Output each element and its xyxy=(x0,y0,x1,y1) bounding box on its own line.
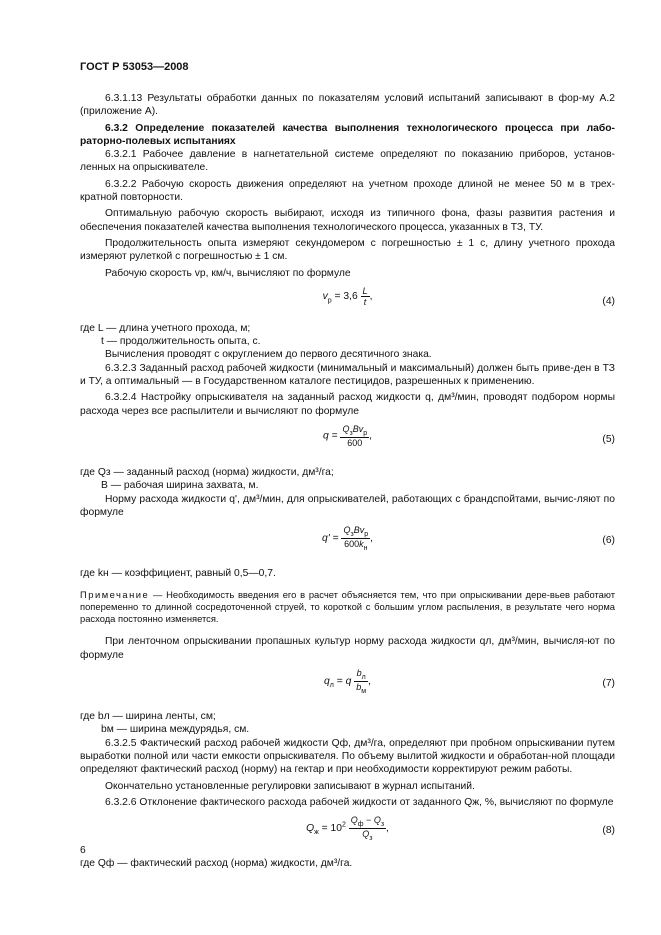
where-B: B — рабочая ширина захвата, м. xyxy=(101,480,259,492)
where-bl: где bл — ширина ленты, см; xyxy=(80,711,216,723)
para-duration: Продолжительность опыта измеряют секундомером с погрешностью ± 1 с, длину учетного прохода измеряют рулеткой с погрешностью ± 1 см. xyxy=(80,237,615,263)
formula-6-expression: q' = $\frac{Q_зBv_р}{600k_н}$ , xyxy=(322,525,373,552)
formula-4-expression: $v_р = 3,6$ $\frac{L}{t}$ , xyxy=(322,285,373,307)
where-bm: bм — ширина междурядья, см. xyxy=(101,724,250,736)
note-label: Примечание xyxy=(80,589,150,601)
section-heading-6-3-2: 6.3.2 Определение показателей качества выполнения технологического процесса при лабо-раторно-полевых испытаниях xyxy=(80,122,615,147)
equation-number-4: (4) xyxy=(602,295,615,307)
para-rounding: Вычисления проводят с округлением до первого десятичного знака. xyxy=(105,349,432,361)
formula-8-expression: $Q_ж = 10^2$ $\frac{Q_ф - Q_з}{Q_з}$ , xyxy=(306,815,389,842)
equation-number-6: (6) xyxy=(602,535,615,547)
para-optimal-speed: Оптимальную рабочую скорость выбирают, исходя из типичного фона, фазы развития растения и обеспечения показателей качества выполнения технологического процесса, указанных в ТЗ, ТУ. xyxy=(80,208,615,233)
formula-6 xyxy=(80,525,615,561)
para-6-3-2-2: 6.3.2.2 Рабочую скорость движения определяют на учетном проходе длиной не менее 50 м в трех-кратной повторности. xyxy=(80,178,615,204)
where-t: t — продолжительность опыта, с. xyxy=(101,336,261,348)
para-6-3-1-13: 6.3.1.13 Результаты обработки данных по показателям условий испытаний записывают в фор-му А.2 (приложение А). xyxy=(80,93,615,118)
where-Qz: где Qз — заданный расход (норма) жидкости, дм³/га; xyxy=(80,466,334,478)
formula-4 xyxy=(80,286,615,316)
para-6-3-2-3: 6.3.2.3 Заданный расход рабочей жидкости (минимальный и максимальный) должен быть приве-ден в ТЗ и ТУ, а оптимальный — в Государственном каталоге пестицидов, разрешенных к применению. xyxy=(80,362,615,388)
para-6-3-2-4: 6.3.2.4 Настройку опрыскивателя на заданный расход жидкости q, дм³/мин, проводят подбором нормы расхода через все распылители и вычисляют по формуле xyxy=(80,392,615,417)
equation-number-5: (5) xyxy=(602,433,615,445)
where-kn: где kн — коэффициент, равный 0,5—0,7. xyxy=(80,568,276,580)
equation-number-8: (8) xyxy=(602,825,615,837)
body-text xyxy=(80,92,615,870)
formula-5 xyxy=(80,424,615,460)
para-6-3-2-5: 6.3.2.5 Фактический расход рабочей жидкости Qф, дм³/га, определяют при пробном опрыскивании путем выработки полной или части емкости опрыскивателя. По объему вылитой жидкости и обработан-ной площади определяют фактический расход (норму) на гектар и при необходимости корректируют режим работы. xyxy=(80,737,615,776)
para-6-3-2-6: 6.3.2.6 Отклонение фактического расхода рабочей жидкости от заданного Qж, %, вычисляют по формуле xyxy=(105,796,614,808)
para-6-3-2-1: 6.3.2.1 Рабочее давление в нагнетательной системе определяют по показанию приборов, установ-ленных на опрыскивателе. xyxy=(80,149,615,174)
where-L: где L — длина учетного прохода, м; xyxy=(80,322,251,334)
standard-header: ГОСТ Р 53053—2008 xyxy=(80,61,189,73)
note-text: — Необходимость введения его в расчет объясняется тем, что при опрыскивании дере-вьев работают попеременно то длинной сосредоточенной струей, то короткой с большим углом распыления, в результате чего норма расхода постоянно изменяется. xyxy=(80,589,615,625)
equation-number-7: (7) xyxy=(602,678,615,690)
para-band-spraying: При ленточном опрыскивании пропашных культур норму расхода жидкости qл, дм³/мин, вычисля-ют по формуле xyxy=(80,636,615,661)
para-q-prime: Норму расхода жидкости q', дм³/мин, для опрыскивателей, работающих с брандспойтами, вычис-ляют по формуле xyxy=(80,493,615,518)
para-final-settings: Окончательно установленные регулировки записывают в журнал испытаний. xyxy=(105,780,475,792)
formula-5-expression: q = $\frac{Q_зBv_р}{600}$ , xyxy=(322,423,372,448)
formula-7-expression: $q_л = q$ $\frac{b_л}{b_м}$ , xyxy=(324,668,371,695)
formula-8 xyxy=(80,815,615,851)
note xyxy=(80,589,615,625)
page-number: 6 xyxy=(80,845,86,856)
para-speed-intro: Рабочую скорость vр, км/ч, вычисляют по формуле xyxy=(105,267,351,279)
formula-7 xyxy=(80,668,615,704)
where-Qf: где Qф — фактический расход (норма) жидкости, дм³/га. xyxy=(80,858,353,870)
